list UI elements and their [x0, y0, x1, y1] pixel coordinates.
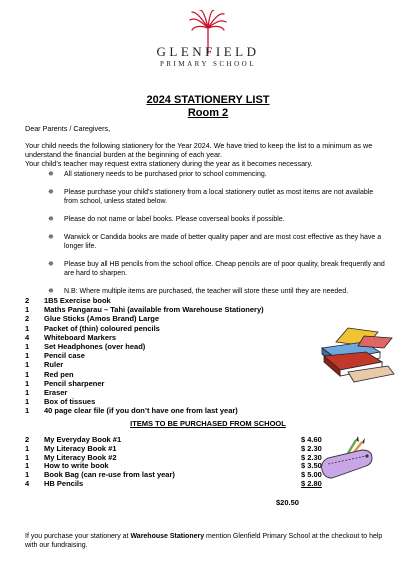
store-name: Warehouse Stationery: [130, 533, 205, 540]
school-name: GLENFIELD: [156, 44, 260, 59]
table-row: 1 Pencil sharpener: [25, 378, 105, 388]
supplies-list: [25, 296, 315, 415]
table-row: 1 Eraser: [25, 387, 68, 397]
list-item: ✵ All stationery needs to be purchased prior to school commencing.: [48, 171, 267, 178]
pencil-case-illustration: [318, 436, 378, 487]
list-item: ✵ Please purchase your child’s stationery from a local stationery outlet as most items are not available from school, unless stated below.: [48, 189, 374, 205]
asterisk-icon: ✵: [48, 216, 54, 224]
table-row: 2 My Everyday Book #1 $ 4.60: [25, 435, 322, 444]
table-row: 4 HB Pencils $ 2.80: [25, 478, 322, 488]
asterisk-icon: ✵: [48, 171, 54, 178]
table-row: 1 Red pen: [25, 369, 74, 379]
asterisk-icon: ✵: [48, 261, 54, 269]
books-illustration: [318, 326, 396, 389]
purchase-heading: ITEMS TO BE PURCHASED FROM SCHOOL: [130, 419, 286, 428]
table-row: 2 Glue Sticks (Amos Brand) Large: [25, 314, 160, 324]
list-item: ✵ Please do not name or label books. Please coverseal books if possible.: [48, 216, 285, 224]
notes-list: [48, 171, 388, 307]
table-row: 1 Book Bag (can re-use from last year) $ 5.00: [25, 470, 322, 480]
table-row: 1 My Literacy Book #1 $ 2.30: [25, 443, 322, 453]
intro-paragraph: Your child needs the following stationery for the Year 2024. We have tried to keep the list to a minimum as we understand the financial burden at the beginning of each year.: [25, 141, 373, 160]
list-item: ✵ Please buy all HB pencils from the school office. Cheap pencils are of poor quality, break frequently and are hard to sharpen.: [48, 261, 385, 278]
asterisk-icon: ✵: [48, 288, 54, 296]
list-item: ✵ Warwick or Candida books are made of better quality paper and are most cost effective as they have a longer life.: [48, 234, 382, 251]
table-row: 1 How to write book $ 3.50: [25, 461, 322, 471]
table-row: 1 Packet of (thin) coloured pencils: [25, 323, 160, 333]
total-price: $20.50: [276, 498, 299, 507]
school-subtitle: PRIMARY SCHOOL: [159, 60, 256, 68]
table-row: 2 1B5 Exercise book: [25, 296, 111, 305]
school-items-list: [25, 435, 322, 489]
table-row: 1 Pencil case: [25, 351, 85, 361]
footer-note: If you purchase your stationery at Warehouse Stationery mention Glenfield Primary School at the checkout to help with our fundraising.: [25, 533, 383, 550]
table-row: 1 40 page clear file (if you don’t have one from last year): [25, 406, 238, 416]
table-row: 1 Maths Pangarau – Tahi (available from Warehouse Stationery): [25, 305, 264, 315]
table-row: 1 My Literacy Book #2 $ 2.30: [25, 452, 322, 462]
table-row: 1 Ruler: [25, 360, 64, 370]
table-row: 1 Box of tissues: [25, 397, 96, 407]
asterisk-icon: ✵: [48, 234, 54, 242]
room-title: Room 2: [187, 107, 229, 119]
page-title: 2024 STATIONERY LIST: [146, 94, 270, 106]
table-row: 1 Set Headphones (over head): [25, 341, 146, 351]
books-icon: [318, 326, 396, 384]
asterisk-icon: ✵: [48, 189, 54, 197]
list-item: ✵ N.B: Where multiple items are purchased, the teacher will store these until they are needed.: [48, 288, 349, 296]
intro-paragraph-2: Your child’s teacher may request extra stationery during the year as it becomes necessary.: [25, 159, 313, 168]
table-row: 4 Whiteboard Markers: [25, 332, 117, 342]
greeting: Dear Parents / Caregivers,: [25, 124, 111, 133]
pencil-case-icon: [318, 436, 378, 482]
